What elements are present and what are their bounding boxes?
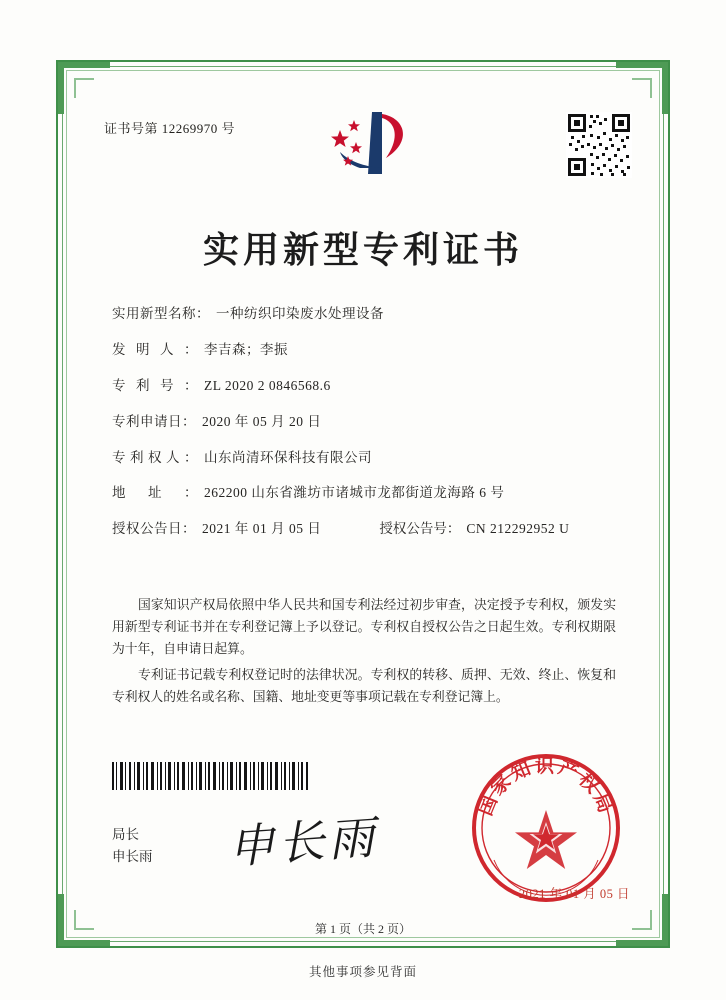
field-label: 发明人： xyxy=(112,341,198,357)
field-patent-number xyxy=(112,378,632,395)
page-title: 实用新型专利证书 xyxy=(202,230,523,270)
handwritten-signature: 申长雨 xyxy=(226,811,380,874)
page-number-label: 第 1 页（共 2 页） xyxy=(314,922,411,936)
certificate-fields xyxy=(112,306,632,557)
field-application-date xyxy=(112,414,632,431)
certificate-number: 证书号第 12269970 号 xyxy=(104,121,236,136)
field-inventor xyxy=(112,342,632,359)
field-patentee xyxy=(112,450,632,467)
field-value: 李吉森；李振 xyxy=(204,341,288,357)
field-value: 一种纺织印染废水处理设备 xyxy=(216,306,384,321)
grant-date-value: 2021 年 01 月 05 日 xyxy=(202,521,322,537)
paragraph-registry: 专利证书记载专利权登记时的法律状况。专利权的转移、质押、无效、终止、恢复和专利权人的姓名或名称、国籍、地址变更等事项记载在专利登记簿上。 xyxy=(112,668,616,704)
field-label: 实用新型名称： xyxy=(112,306,210,321)
svg-text:国家知识产权局: 国家知识产权局 xyxy=(475,756,617,819)
grant-date-label: 授权公告日： xyxy=(112,521,196,537)
barcode-icon xyxy=(112,762,308,790)
official-seal-icon xyxy=(470,752,622,904)
signature-name: 申长雨 xyxy=(112,848,153,864)
field-value: ZL 2020 2 0846568.6 xyxy=(204,377,331,393)
field-grant-announcement xyxy=(112,521,632,538)
signature-block xyxy=(112,824,153,867)
cnipa-logo-icon xyxy=(320,108,420,184)
field-label: 地址： xyxy=(112,485,198,501)
field-value: 2020 年 05 月 20 日 xyxy=(202,413,322,429)
corner-ornament-top-right xyxy=(616,62,668,114)
grant-number-label: 授权公告号： xyxy=(379,521,461,537)
field-utility-model-name xyxy=(112,306,632,323)
field-label: 专利申请日： xyxy=(112,413,196,429)
field-label: 专利号： xyxy=(112,377,198,393)
footer-note: 其他事项参见背面 xyxy=(308,965,417,979)
field-label: 专利权人： xyxy=(112,449,198,465)
grant-number-value: CN 212292952 U xyxy=(466,521,570,537)
qr-code-icon xyxy=(566,112,632,178)
field-address xyxy=(112,485,632,502)
field-value: 262200 山东省潍坊市诸城市龙都街道龙海路 6 号 xyxy=(204,485,505,501)
field-value: 山东尚清环保科技有限公司 xyxy=(204,449,372,465)
signature-role: 局长 xyxy=(112,827,139,842)
corner-ornament-top-left xyxy=(58,62,110,114)
seal-date: 2021 年 01 月 05 日 xyxy=(518,887,630,901)
legal-text-block xyxy=(112,594,616,712)
paragraph-grant: 国家知识产权局依照中华人民共和国专利法经过初步审查，决定授予专利权，颁发实用新型专利证书并在专利登记簿上予以登记。专利权自授权公告之日起生效。专利权期限为十年，自申请日起算。 xyxy=(112,598,616,656)
